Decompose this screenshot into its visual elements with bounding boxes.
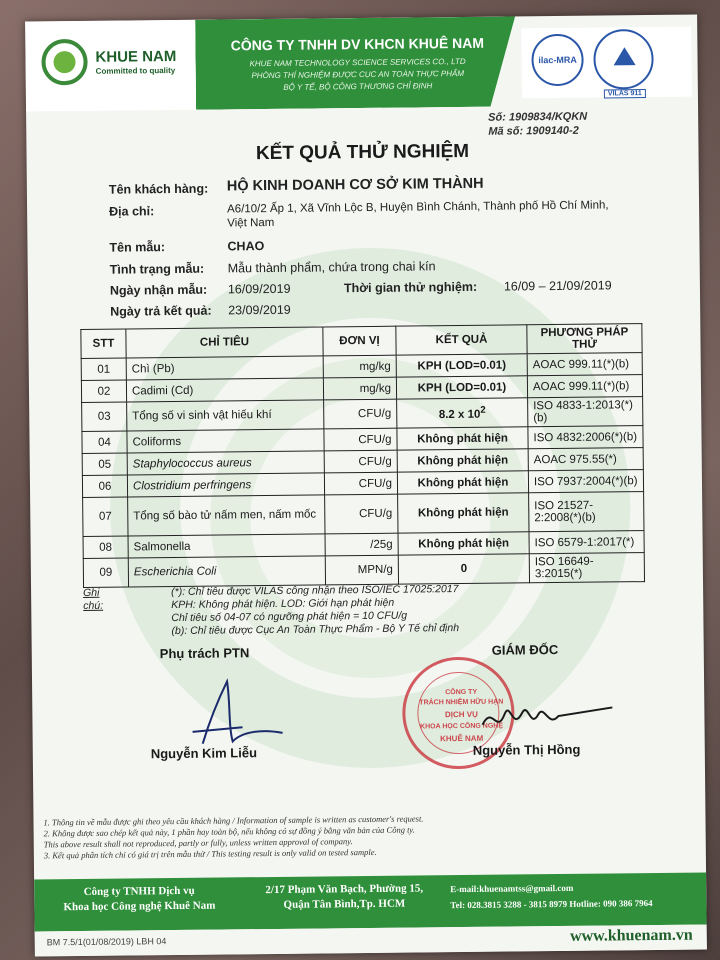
footer-company <box>44 883 234 915</box>
notes-body <box>171 581 612 638</box>
report-header <box>25 15 698 112</box>
footer-contact <box>450 879 700 914</box>
report-references <box>488 110 587 139</box>
company-name-en: KHUE NAM TECHNOLOGY SCIENCE SERVICES CO., LTD <box>249 56 466 69</box>
row-stt: 06 <box>82 475 127 497</box>
ilac-mra-icon: ilac-MRA <box>531 34 584 87</box>
note-line: KPH: Không phát hiện. LOD: Giới hạn phát hiện <box>171 596 395 612</box>
logo-name: KHUE NAM <box>95 47 177 66</box>
row-stt: 01 <box>81 358 126 380</box>
row-unit: mg/kg <box>323 377 396 400</box>
col-header-stt: STT <box>81 329 126 358</box>
flask-logo-icon <box>41 39 87 85</box>
row-result: Không phát hiện <box>397 449 528 472</box>
footer-address-line1: 2/17 Phạm Văn Bạch, Phường 15, <box>265 882 424 897</box>
form-code: BM 7.5/1(01/08/2019) LBH 04 <box>46 936 167 948</box>
results-table <box>80 323 645 588</box>
col-header-unit: ĐƠN VỊ <box>323 326 396 356</box>
row-criteria: Coliforms <box>127 429 324 453</box>
row-criteria: Chì (Pb) <box>126 356 323 380</box>
row-criteria: Escherichia Coli <box>128 556 325 587</box>
row-criteria: Tổng số vi sinh vật hiếu khí <box>127 400 324 431</box>
lab-accreditation-line1: PHÒNG THÍ NGHIỆM ĐƯỢC CỤC AN TOÀN THỰC PHẨM <box>251 68 465 81</box>
row-result: Không phát hiện <box>397 427 528 450</box>
accreditation-marks <box>521 27 692 99</box>
client-label: Tên khách hàng: <box>108 181 209 197</box>
row-stt: 02 <box>81 380 126 402</box>
footnote-line: 2. Không được sao chép kết quả này, 1 phần hay toàn bộ, nếu không có sự đồng ý bằng văn bản của Công ty. <box>43 824 415 839</box>
return-date: 23/09/2019 <box>228 302 291 318</box>
row-criteria: Salmonella <box>128 534 325 558</box>
stamp-line: KHUÊ NAM <box>440 733 484 744</box>
address-line2: Việt Nam <box>227 216 275 230</box>
lab-head-signature <box>172 671 293 752</box>
col-header-method: PHƯƠNG PHÁP THỬ <box>527 324 642 354</box>
result-value: 8.2 x 10 <box>438 408 481 422</box>
row-unit: CFU/g <box>325 494 398 534</box>
test-period-label: Thời gian thử nghiệm: <box>343 279 478 296</box>
row-unit: CFU/g <box>324 428 397 451</box>
table-row <box>83 492 644 537</box>
footer-company-line1: Công ty TNHH Dịch vụ <box>83 884 195 898</box>
row-method: ISO 21527-2:2008(*)(b) <box>529 492 644 532</box>
note-line: (b): Chỉ tiêu được Cục An Toàn Thực Phẩm - Bộ Y Tế chỉ định <box>171 622 460 638</box>
row-result: Không phát hiện <box>398 493 529 533</box>
vilas-seal-icon <box>593 29 654 90</box>
footer-address <box>244 881 444 913</box>
footer-address-line2: Quận Tân Bình,Tp. HCM <box>283 897 406 911</box>
address-label: Địa chỉ: <box>109 204 155 219</box>
row-unit: CFU/g <box>324 472 397 495</box>
row-result: Không phát hiện <box>398 532 529 555</box>
received-date-label: Ngày nhận mẫu: <box>109 282 208 298</box>
sample-label: Tên mẫu: <box>109 240 166 255</box>
lab-accreditation-line2: BỘ Y TẾ, BỘ CÔNG THƯƠNG CHỈ ĐỊNH <box>283 81 433 92</box>
footer-company-line2: Khoa học Công nghệ Khuê Nam <box>63 899 216 914</box>
col-header-result: KẾT QUẢ <box>396 325 527 355</box>
footer-phones: Tel: 028.3815 3288 - 3815 8979 Hotline: 090 386 7964 <box>450 898 653 911</box>
test-period: 16/09 – 21/09/2019 <box>503 278 612 294</box>
report-number: Số: 1909834/KQKN <box>488 110 588 124</box>
row-stt: 05 <box>82 453 127 475</box>
footnotes <box>43 811 693 862</box>
footnote-line: 3. Kết quả phân tích chỉ có giá trị trên mẫu thử / This testing result is only valid on tested sample. <box>43 846 377 861</box>
row-method: AOAC 999.11(*)(b) <box>527 375 642 398</box>
row-criteria: Tổng số bào tử nấm men, nấm mốc <box>128 495 325 536</box>
row-criteria: Clostridium perfringens <box>127 473 324 497</box>
row-method: ISO 4833-1:2013(*)(b) <box>528 397 643 427</box>
row-method: ISO 7937:2004(*)(b) <box>528 470 643 493</box>
website: www.khuenam.vn <box>569 926 693 945</box>
return-date-label: Ngày trả kết quả: <box>110 303 212 319</box>
row-result: KPH (LOD=0.01) <box>396 354 527 377</box>
report-footer <box>34 872 707 931</box>
lab-head-name: Nguyễn Kim Liễu <box>150 745 258 762</box>
row-criteria: Staphylococcus aureus <box>127 451 324 475</box>
notes-label: Ghi chú: <box>83 586 104 612</box>
client-name: HỘ KINH DOANH CƠ SỞ KIM THÀNH <box>226 175 484 195</box>
row-method: ISO 6579-1:2017(*) <box>529 531 644 554</box>
stamp-line: DỊCH VỤ <box>444 709 478 720</box>
row-criteria: Cadimi (Cd) <box>126 378 323 402</box>
row-method: ISO 16649-3:2015(*) <box>529 553 644 583</box>
company-logo <box>25 20 196 112</box>
director-role: GIÁM ĐỐC <box>491 641 559 658</box>
row-stt: 03 <box>82 402 127 431</box>
row-method: AOAC 975.55(*) <box>528 448 643 471</box>
row-unit: mg/kg <box>323 355 396 378</box>
footnote-line: This above result shall not reproduced, partly or fully, unless written approval of company. <box>43 836 353 850</box>
received-date: 16/09/2019 <box>227 281 291 297</box>
company-name: CÔNG TY TNHH DV KHCN KHUÊ NAM <box>230 34 485 54</box>
address-line1: A6/10/2 Ấp 1, Xã Vĩnh Lộc B, Huyện Bình Chánh, Thành phố Hồ Chí Minh, <box>227 199 609 216</box>
result-exponent: 2 <box>480 404 486 416</box>
row-stt: 04 <box>82 431 127 453</box>
logo-tagline: Committed to quality <box>95 65 176 76</box>
note-line: (*): Chỉ tiêu được VILAS công nhận theo ISO/IEC 17025:2017 <box>171 583 459 599</box>
report-title: KẾT QUẢ THỬ NGHIỆM <box>255 140 470 165</box>
sample-status: Mẫu thành phẩm, chứa trong chai kín <box>227 259 436 276</box>
row-unit: MPN/g <box>325 555 398 585</box>
row-stt: 07 <box>83 497 128 536</box>
row-result <box>397 398 528 428</box>
row-result: KPH (LOD=0.01) <box>396 376 527 399</box>
lab-head-role: Phụ trách PTN <box>159 645 250 662</box>
row-stt: 08 <box>83 536 128 558</box>
row-method: AOAC 999.11(*)(b) <box>527 353 642 376</box>
director-name: Nguyễn Thị Hồng <box>472 741 581 758</box>
note-line: Chỉ tiêu số 04-07 có ngưỡng phát hiện = 10 CFU/g <box>171 609 408 625</box>
col-header-criteria: CHỈ TIÊU <box>126 327 323 358</box>
row-unit: CFU/g <box>324 450 397 473</box>
sample-name: CHAO <box>227 239 265 254</box>
row-result: Không phát hiện <box>397 471 528 494</box>
footer-email: E-mail:khuenamtss@gmail.com <box>450 882 574 895</box>
stamp-line: TRÁCH NHIỆM HỮU HẠN <box>419 698 504 707</box>
row-result: 0 <box>398 554 529 584</box>
row-stt: 09 <box>83 558 128 587</box>
stamp-line: CÔNG TY <box>445 688 478 697</box>
row-unit: CFU/g <box>324 399 397 429</box>
footnote-line: 1. Thông tin về mẫu được ghi theo yêu cầu khách hàng / Information of sample is written as customer's request. <box>43 813 424 828</box>
vilas-label: VILAS 911 <box>604 89 646 98</box>
sample-status-label: Tình trạng mẫu: <box>109 261 205 277</box>
test-report-document <box>25 15 707 957</box>
row-method: ISO 4832:2006(*)(b) <box>528 426 643 449</box>
stamp-line: KHOA HỌC CÔNG NGHỆ <box>420 722 504 731</box>
report-code: Mã số: 1909140-2 <box>488 124 579 138</box>
row-unit: /25g <box>325 533 398 556</box>
